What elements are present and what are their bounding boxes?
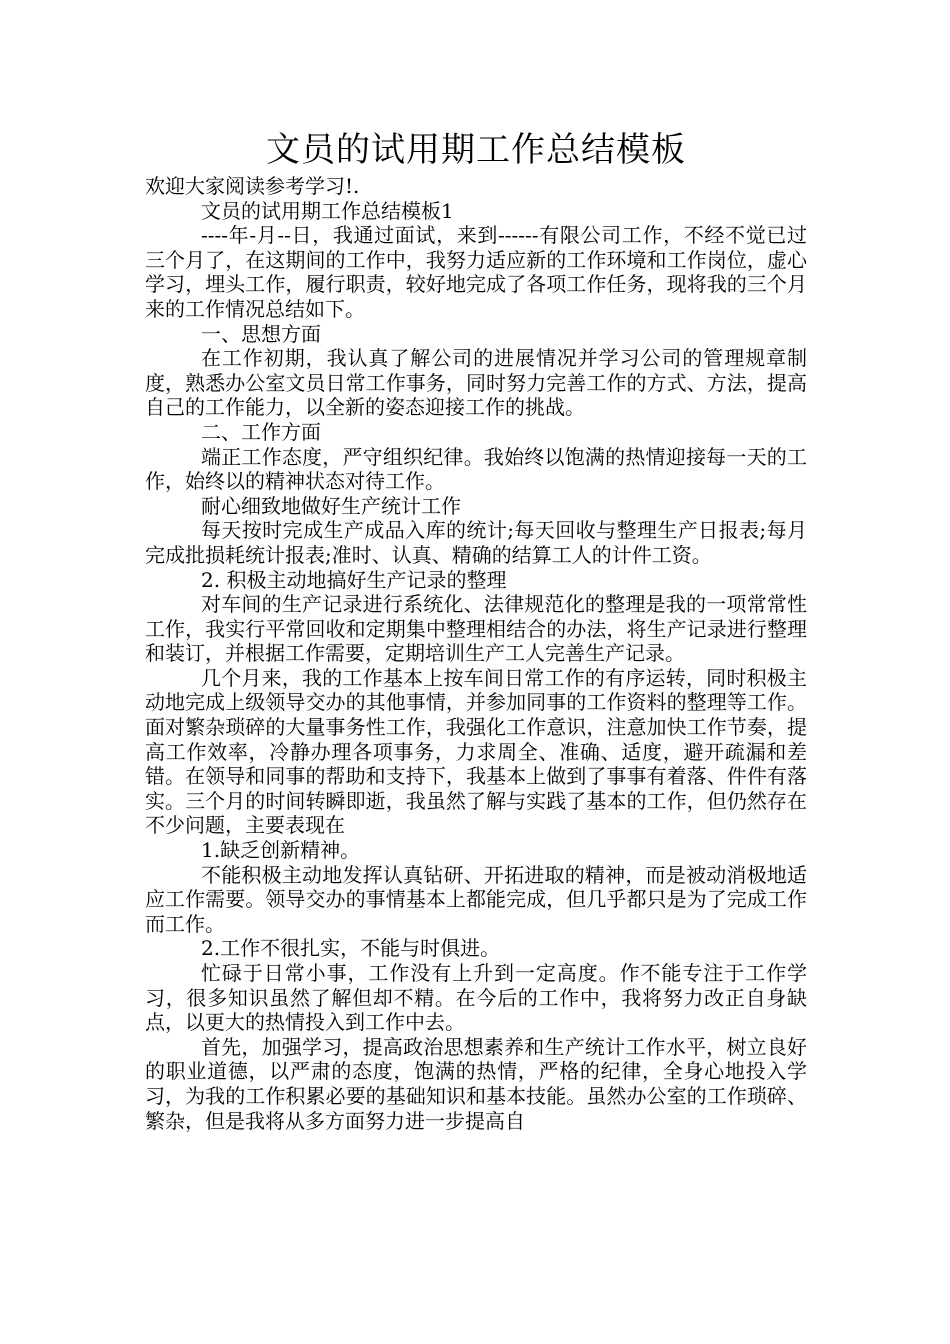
document-page	[145, 128, 807, 1133]
paragraph: 不能积极主动地发挥认真钻研、开拓进取的精神，而是被动消极地适应工作需要。领导交办的事情基本上都能完成，但几乎都只是为了完成工作而工作。	[145, 862, 807, 936]
paragraph: 忙碌于日常小事，工作没有上升到一定高度。作不能专注于工作学习，很多知识虽然了解但却不精。在今后的工作中，我将努力改正自身缺点，以更大的热情投入到工作中去。	[145, 961, 807, 1035]
paragraph: 欢迎大家阅读参考学习!.	[145, 174, 360, 198]
paragraph: 1.缺乏创新精神。	[201, 838, 361, 863]
paragraph: 2.工作不很扎实，不能与时俱进。	[201, 936, 501, 961]
paragraph: 端正工作态度，严守组织纪律。我始终以饱满的热情迎接每一天的工作，始终以的精神状态对待工作。	[145, 444, 807, 494]
paragraph: 几个月来，我的工作基本上按车间日常工作的有序运转，同时积极主动地完成上级领导交办的其他事情，并参加同事的工作资料的整理等工作。面对繁杂琐碎的大量事务性工作，我强化工作意识，注意加快工作节奏，提高工作效率，冷静办理各项事务，力求周全、准确、适度，避开疏漏和差错。在领导和同事的帮助和支持下，我基本上做到了事事有着落、件件有落实。三个月的时间转瞬即逝，我虽然了解与实践了基本的工作，但仍然存在不少问题，主要表现在	[145, 665, 807, 838]
paragraph: 每天按时完成生产成品入库的统计;每天回收与整理生产日报表;每月完成批损耗统计报表;准时、认真、精确的结算工人的计件工资。	[145, 518, 807, 567]
document-title: 文员的试用期工作总结模板	[266, 130, 686, 170]
paragraph: 对车间的生产记录进行系统化、法律规范化的整理是我的一项常常性工作，我实行平常回收和定期集中整理相结合的办法，将生产记录进行整理和装订，并根据工作需要，定期培训生产工人完善生产记录。	[145, 592, 807, 666]
paragraph: 二、工作方面	[201, 419, 321, 444]
paragraph: 一、思想方面	[201, 321, 321, 346]
paragraph: 耐心细致地做好生产统计工作	[201, 493, 461, 518]
paragraph: 首先，加强学习，提高政治思想素养和生产统计工作水平，树立良好的职业道德，以严肃的态度，饱满的热情，严格的纪律，全身心地投入学习，为我的工作积累必要的基础知识和基本技能。虽然办公室的工作琐碎、繁杂，但是我将从多方面努力进一步提高自	[145, 1034, 807, 1133]
paragraph: ----年-月--日，我通过面试，来到------有限公司工作，不经不觉已过三个月了，在这期间的工作中，我努力适应新的工作环境和工作岗位，虚心学习，埋头工作，履行职责，较好地完成了各项工作任务，现将我的三个月来的工作情况总结如下。	[145, 223, 807, 321]
paragraph: 在工作初期，我认真了解公司的进展情况并学习公司的管理规章制度，熟悉办公室文员日常工作事务，同时努力完善工作的方式、方法，提高自己的工作能力，以全新的姿态迎接工作的挑战。	[145, 346, 807, 420]
paragraph: 文员的试用期工作总结模板1	[201, 198, 454, 223]
document-body	[145, 174, 807, 1133]
paragraph: 2. 积极主动地搞好生产记录的整理	[201, 567, 507, 592]
